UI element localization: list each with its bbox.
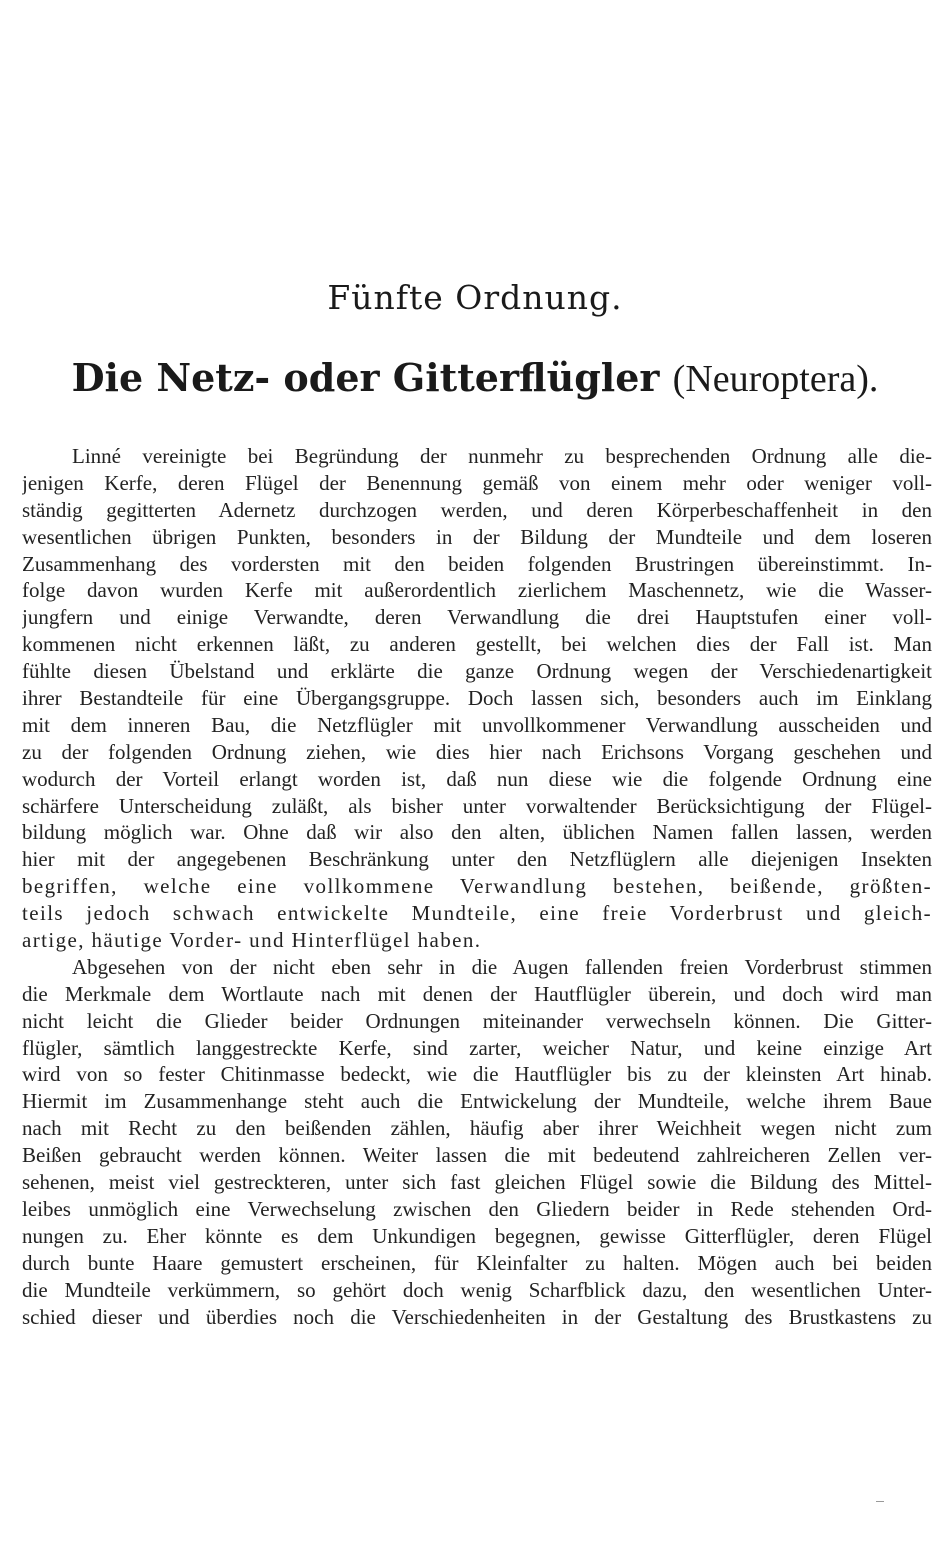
text-line: wird von so fester Chitinmasse bedeckt, wie die Hautflügler bis zu der kleinsten Art hinab. [22,1062,932,1087]
text-line: kommenen nicht erkennen läßt, zu anderen gestellt, bei welchen dies der Fall ist. Man [22,632,932,657]
chapter-title [0,355,950,401]
text-line: bildung möglich war. Ohne daß wir also den alten, üblichen Namen fallen lassen, werden [22,820,932,845]
text-line: folge davon wurden Kerfe mit außerordentlich zierlichem Maschennetz, wie die Wasser- [22,578,932,603]
text-line: flügler, sämtlich langgestreckte Kerfe, sind zarter, weicher Natur, und keine einzige Art [22,1035,932,1060]
text-line: schied dieser und überdies noch die Verschiedenheiten in der Gestaltung des Brustkastens zu [22,1304,932,1329]
text-line: zu der folgenden Ordnung ziehen, wie dies hier nach Erichsons Vorgang geschehen und [22,739,932,764]
text-line: jungfern und einige Verwandte, deren Verwandlung die drei Hauptstufen einer voll- [22,605,932,630]
text-line: artige, häutige Vorder- und Hinterflügel haben. [22,928,482,953]
text-line: wodurch der Vorteil erlangt worden ist, daß nun diese wie die folgende Ordnung eine [22,766,932,791]
text-line: begriffen, welche eine vollkommene Verwandlung bestehen, beißende, größten- [22,874,932,899]
text-line: ihrer Bestandteile für eine Übergangsgruppe. Doch lassen sich, besonders auch im Einklang [22,686,932,711]
text-line: sehenen, meist viel gestreckteren, unter sich fast gleichen Flügel sowie die Bildung des Mittel- [22,1170,932,1195]
text-line: hier mit der angegebenen Beschränkung unter den Netzflüglern alle diejenigen Insekten [22,847,932,872]
text-line: jenigen Kerfe, deren Flügel der Benennung gemäß von einem mehr oder weniger voll- [22,470,932,495]
chapter-title-german: Die Netz- oder Gitterflügler [71,355,660,400]
text-line: die Mundteile verkümmern, so gehört doch wenig Scharfblick dazu, den wesentlichen Unter- [22,1277,932,1302]
text-line: nach mit Recht zu den beißenden zählen, häufig aber ihrer Weichheit wegen nicht zum [22,1116,932,1141]
paragraph-2 [22,954,932,1330]
text-line: leibes unmöglich eine Verwechselung zwischen den Gliedern beider in Rede stehenden Ord- [22,1196,932,1221]
text-line: die Merkmale dem Wortlaute nach mit denen der Hautflügler überein, und doch wird man [22,981,932,1006]
text-line: mit dem inneren Bau, die Netzflügler mit unvollkommener Verwandlung ausscheiden und [22,712,932,737]
text-line: nicht leicht die Glieder beider Ordnungen miteinander verwechseln können. Die Gitter- [22,1008,932,1033]
text-line: durch bunte Haare gemustert erscheinen, für Kleinfalter zu halten. Mögen auch bei beiden [22,1250,932,1275]
text-line: nungen zu. Eher könnte es dem Unkundigen begegnen, gewisse Gitterflügler, deren Flügel [22,1223,932,1248]
paragraph-1 [22,443,932,954]
text-line: Abgesehen von der nicht eben sehr in die Augen fallenden freien Vorderbrust stimmen [72,954,932,979]
body-text [22,443,932,1330]
chapter-title-latin: (Neuroptera). [672,358,879,400]
text-line: Zusammenhang des vordersten mit den beiden folgenden Brustringen übereinstimmt. In- [22,551,932,576]
text-line: Hiermit im Zusammenhange steht auch die Entwickelung der Mundteile, welche ihrem Baue [22,1089,932,1114]
text-line: schärfere Unterscheidung zuläßt, als bisher unter vorwaltender Berücksichtigung der Flügel- [22,793,932,818]
text-line: Beißen gebraucht werden können. Weiter lassen die mit bedeutend zahlreicheren Zellen ver- [22,1143,932,1168]
text-line: wesentlichen übrigen Punkten, besonders in der Bildung der Mundteile und dem loseren [22,524,932,549]
text-line: fühlte diesen Übelstand und erklärte die ganze Ordnung wegen der Verschiedenartigkeit [22,659,932,684]
text-line: teils jedoch schwach entwickelte Mundteile, eine freie Vorderbrust und gleich- [22,901,932,926]
text-line: Linné vereinigte bei Begründung der nunmehr zu besprechenden Ordnung alle die- [72,444,932,468]
print-mark [876,1501,884,1502]
order-title: Fünfte Ordnung. [327,278,623,317]
text-line: ständig gegitterten Adernetz durchzogen werden, und deren Körperbeschaffenheit in den [22,497,932,522]
